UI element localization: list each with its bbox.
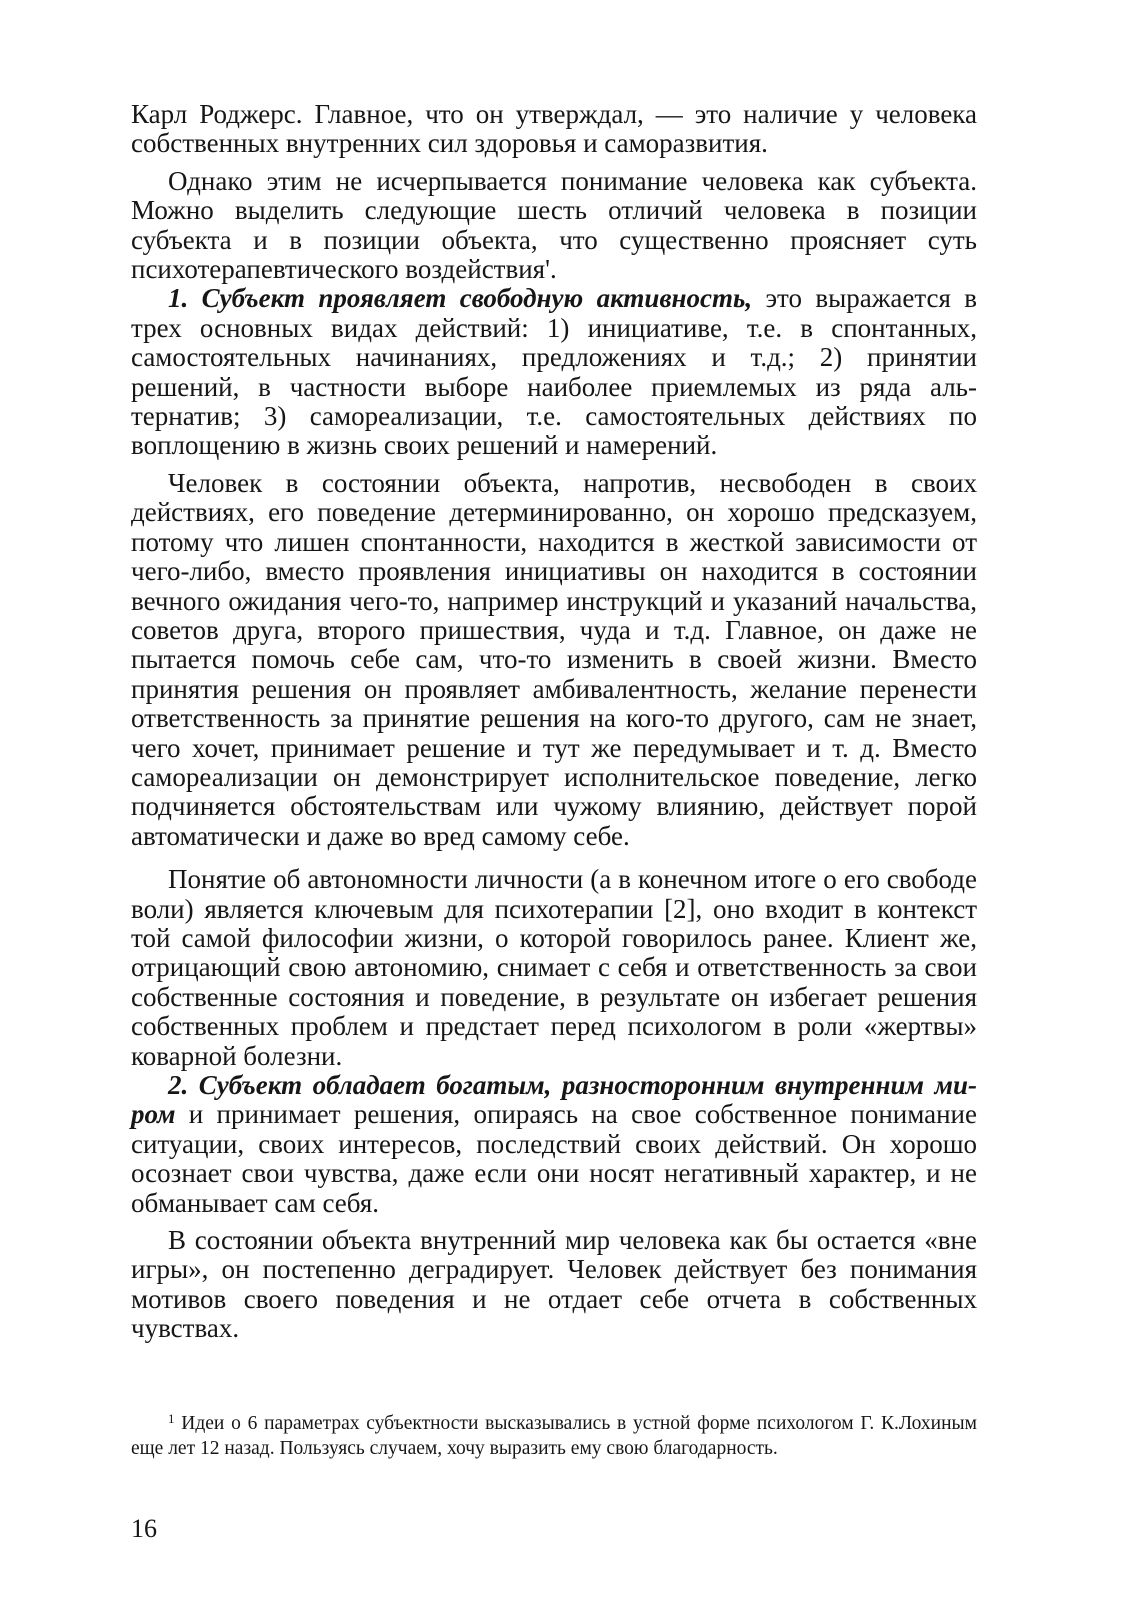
point-1-heading: 1. Субъект проявляет свободную активность, xyxy=(168,283,753,314)
paragraph-autonomy xyxy=(131,865,977,1071)
paragraph-point-1 xyxy=(131,284,977,460)
paragraph-text: В состоянии объекта внутренний мир человека как бы остается «вне игры», он постепенно деградирует. Человек действует без понимания мотивов своего поведения и не отдает себе отчета в собственных чувствах. xyxy=(131,1225,977,1344)
paragraph-text: Однако этим не исчерпывается понимание человека как субъекта. Можно выделить следующие шесть отличий человека в позиции субъекта и в позиции объекта, что существенно проясняет суть психотерапевтического воздействия'. xyxy=(131,165,977,285)
paragraph-object-state xyxy=(131,469,977,851)
footnote-marker: 1 xyxy=(168,1411,175,1426)
paragraph-continuation xyxy=(131,100,977,159)
paragraph-point-2 xyxy=(131,1071,977,1218)
paragraph-text: и принимает решения, опираясь на свое собственное понимание ситуации, своих интересов, последствий своих действий. Он хорошо осознает свои чувства, даже если они носят негативный характер, и не обманывает сам себя. xyxy=(131,1099,977,1218)
paragraph-text: Человек в состоянии объекта, напротив, несвободен в своих действиях, его поведение детерминированно, он хорошо предсказуем, потому что лишен спонтанности, находится в жесткой зависимости от чего-либо, вместо проявления инициативы он находится в состоянии вечного ожидания чего-то, например инструкций и указаний начальства, советов друга, второго пришествия, чуда и т.д. Главное, он даже не пытается помочь себе сам, что-то изменить в своей жизни. Вместо принятия решения он проявляет амбивалентность, желание перенести ответственность за принятие решения на кого-то другого, сам не знает, чего хочет, принимает решение и тут же передумывает и т. д. Вместо самореализации он демонстрирует исполнительское поведение, легко подчиняется обстоятельствам или чужому влиянию, действует порой автоматически и даже во вред самому себе. xyxy=(131,467,977,851)
paragraph-subject-understanding xyxy=(131,167,977,285)
main-text xyxy=(131,100,977,1344)
footnote xyxy=(131,1411,977,1461)
paragraph-text: Понятие об автономности личности (а в конечном итоге о его свободе воли) является ключевым для психотерапии [2], оно входит в контекст той самой философии жизни, о которой говорилось ранее. Клиент же, отрицающий свою автономию, снимает с себя и ответственность за свои собственные состояния и поведение, в результате он избегает решения собственных проблем и предстает перед психологом в роли «жертвы» коварной болезни. xyxy=(131,864,977,1071)
page-number: 16 xyxy=(131,1514,157,1543)
footnote-text: Идеи о 6 параметрах субъектности высказывались в устной форме психологом Г. К.Лохиным еще лет 12 назад. Пользуясь случаем, хочу выразить ему свою благодарность. xyxy=(131,1413,977,1459)
paragraph-text: Карл Роджерс. Главное, что он утверждал, — это наличие у человека собственных внутренних сил здоровья и саморазвития. xyxy=(131,99,977,159)
paragraph-inner-world xyxy=(131,1226,977,1344)
point-2-heading: 2. Субъект обладает богатым, разносторонним внутренним миром xyxy=(131,1070,977,1130)
paragraph-text: это выражается в трех основных видах действий: 1) инициативе, т.е. в спонтанных, самостоятельных начинаниях, предложениях и т.д.; 2) принятии решений, в частности выборе наиболее приемлемых из ряда альтернатив; 3) самореализации, т.е. самостоятельных действиях по воплощению в жизнь своих решений и намерений. xyxy=(131,283,977,461)
